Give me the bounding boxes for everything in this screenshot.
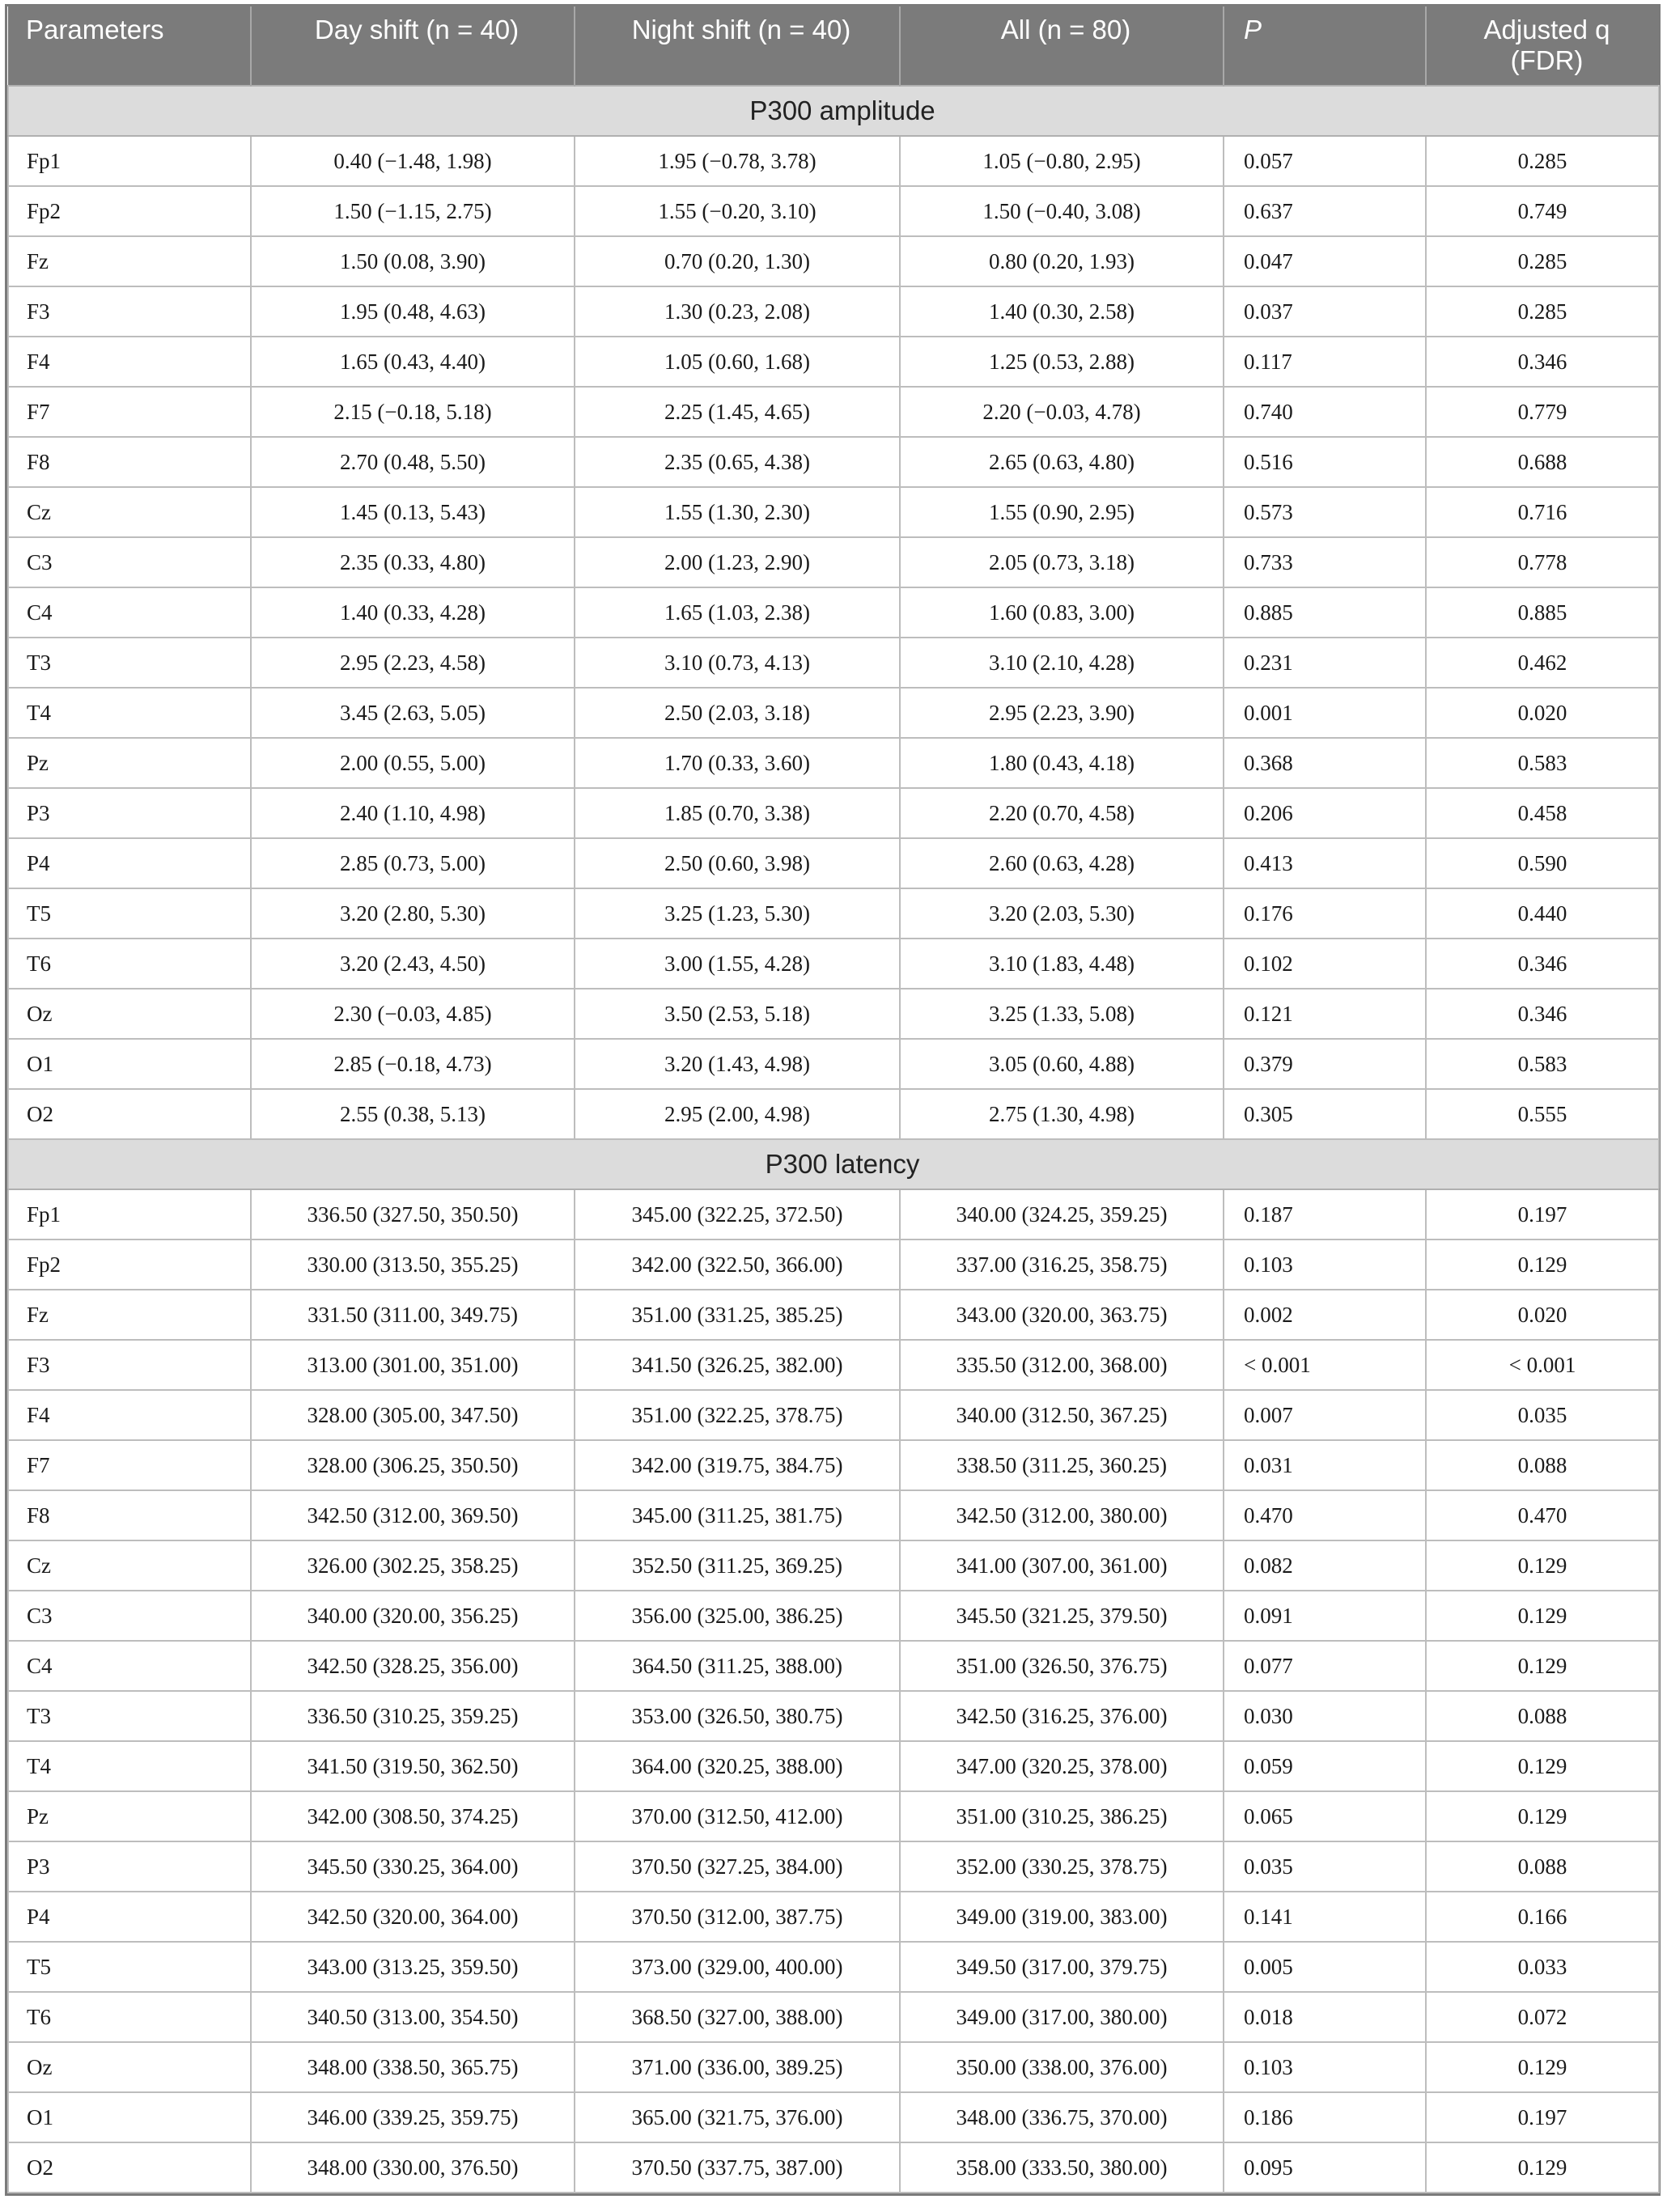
p-value-cell: < 0.001 — [1224, 1340, 1426, 1390]
param-cell: F8 — [8, 437, 251, 487]
all-cell: 3.10 (2.10, 4.28) — [900, 638, 1224, 688]
adjusted-q-cell: 0.778 — [1426, 537, 1659, 587]
day-shift-cell: 1.40 (0.33, 4.28) — [251, 587, 575, 638]
day-shift-cell: 2.85 (−0.18, 4.73) — [251, 1039, 575, 1089]
param-cell: Pz — [8, 1791, 251, 1841]
night-shift-cell: 1.95 (−0.78, 3.78) — [575, 136, 900, 186]
param-cell: Fp1 — [8, 1189, 251, 1239]
day-shift-cell: 2.30 (−0.03, 4.85) — [251, 989, 575, 1039]
table-row — [8, 136, 1659, 186]
adjusted-q-cell: 0.033 — [1426, 1942, 1659, 1992]
adjusted-q-cell: 0.088 — [1426, 1691, 1659, 1741]
day-shift-cell: 345.50 (330.25, 364.00) — [251, 1841, 575, 1892]
table-row — [8, 788, 1659, 838]
all-cell: 2.20 (0.70, 4.58) — [900, 788, 1224, 838]
header-adjusted-q-line2: (FDR) — [1510, 45, 1584, 75]
table-row — [8, 638, 1659, 688]
p-value-cell: 0.187 — [1224, 1189, 1426, 1239]
results-table-container — [5, 4, 1661, 2196]
day-shift-cell: 336.50 (327.50, 350.50) — [251, 1189, 575, 1239]
all-cell: 2.65 (0.63, 4.80) — [900, 437, 1224, 487]
night-shift-cell: 352.50 (311.25, 369.25) — [575, 1540, 900, 1591]
night-shift-cell: 0.70 (0.20, 1.30) — [575, 236, 900, 286]
p-value-cell: 0.077 — [1224, 1641, 1426, 1691]
table-row — [8, 1942, 1659, 1992]
p-value-cell: 0.573 — [1224, 487, 1426, 537]
adjusted-q-cell: 0.035 — [1426, 1390, 1659, 1440]
night-shift-cell: 1.05 (0.60, 1.68) — [575, 337, 900, 387]
all-cell: 352.00 (330.25, 378.75) — [900, 1841, 1224, 1892]
all-cell: 2.95 (2.23, 3.90) — [900, 688, 1224, 738]
table-row — [8, 1239, 1659, 1290]
table-row — [8, 1591, 1659, 1641]
table-row — [8, 2042, 1659, 2092]
p-value-cell: 0.082 — [1224, 1540, 1426, 1591]
adjusted-q-cell: 0.166 — [1426, 1892, 1659, 1942]
table-row — [8, 1641, 1659, 1691]
adjusted-q-cell: 0.346 — [1426, 337, 1659, 387]
table-row — [8, 387, 1659, 437]
table-row — [8, 2142, 1659, 2193]
table-row — [8, 1390, 1659, 1440]
day-shift-cell: 1.45 (0.13, 5.43) — [251, 487, 575, 537]
table-row — [8, 587, 1659, 638]
all-cell: 351.00 (310.25, 386.25) — [900, 1791, 1224, 1841]
all-cell: 1.55 (0.90, 2.95) — [900, 487, 1224, 537]
param-cell: T6 — [8, 939, 251, 989]
table-row — [8, 1791, 1659, 1841]
p-value-cell: 0.516 — [1224, 437, 1426, 487]
day-shift-cell: 2.70 (0.48, 5.50) — [251, 437, 575, 487]
day-shift-cell: 326.00 (302.25, 358.25) — [251, 1540, 575, 1591]
param-cell: T5 — [8, 1942, 251, 1992]
p-value-cell: 0.141 — [1224, 1892, 1426, 1942]
adjusted-q-cell: 0.470 — [1426, 1490, 1659, 1540]
all-cell: 1.50 (−0.40, 3.08) — [900, 186, 1224, 236]
night-shift-cell: 341.50 (326.25, 382.00) — [575, 1340, 900, 1390]
adjusted-q-cell: 0.088 — [1426, 1440, 1659, 1490]
adjusted-q-cell: 0.458 — [1426, 788, 1659, 838]
adjusted-q-cell: 0.088 — [1426, 1841, 1659, 1892]
all-cell: 338.50 (311.25, 360.25) — [900, 1440, 1224, 1490]
day-shift-cell: 2.55 (0.38, 5.13) — [251, 1089, 575, 1139]
table-row — [8, 1691, 1659, 1741]
all-cell: 347.00 (320.25, 378.00) — [900, 1741, 1224, 1791]
p-value-cell: 0.733 — [1224, 537, 1426, 587]
night-shift-cell: 3.00 (1.55, 4.28) — [575, 939, 900, 989]
all-cell: 1.05 (−0.80, 2.95) — [900, 136, 1224, 186]
param-cell: T6 — [8, 1992, 251, 2042]
table-row — [8, 1841, 1659, 1892]
night-shift-cell: 351.00 (331.25, 385.25) — [575, 1290, 900, 1340]
night-shift-cell: 2.25 (1.45, 4.65) — [575, 387, 900, 437]
day-shift-cell: 1.50 (−1.15, 2.75) — [251, 186, 575, 236]
table-header — [8, 6, 1659, 86]
p-value-cell: 0.368 — [1224, 738, 1426, 788]
adjusted-q-cell: 0.779 — [1426, 387, 1659, 437]
param-cell: Oz — [8, 989, 251, 1039]
param-cell: C4 — [8, 587, 251, 638]
p-value-cell: 0.002 — [1224, 1290, 1426, 1340]
table-row — [8, 2092, 1659, 2142]
day-shift-cell: 342.00 (308.50, 374.25) — [251, 1791, 575, 1841]
param-cell: F8 — [8, 1490, 251, 1540]
adjusted-q-cell: 0.129 — [1426, 1741, 1659, 1791]
night-shift-cell: 345.00 (322.25, 372.50) — [575, 1189, 900, 1239]
day-shift-cell: 1.95 (0.48, 4.63) — [251, 286, 575, 337]
param-cell: Fp2 — [8, 1239, 251, 1290]
section-title: P300 amplitude — [8, 86, 1659, 136]
day-shift-cell: 2.15 (−0.18, 5.18) — [251, 387, 575, 437]
night-shift-cell: 356.00 (325.00, 386.25) — [575, 1591, 900, 1641]
day-shift-cell: 3.20 (2.80, 5.30) — [251, 888, 575, 939]
table-row — [8, 838, 1659, 888]
all-cell: 345.50 (321.25, 379.50) — [900, 1591, 1224, 1641]
adjusted-q-cell: < 0.001 — [1426, 1340, 1659, 1390]
adjusted-q-cell: 0.688 — [1426, 437, 1659, 487]
day-shift-cell: 2.00 (0.55, 5.00) — [251, 738, 575, 788]
day-shift-cell: 313.00 (301.00, 351.00) — [251, 1340, 575, 1390]
night-shift-cell: 351.00 (322.25, 378.75) — [575, 1390, 900, 1440]
day-shift-cell: 342.50 (320.00, 364.00) — [251, 1892, 575, 1942]
header-p-value: P — [1224, 6, 1426, 86]
p-value-cell: 0.065 — [1224, 1791, 1426, 1841]
adjusted-q-cell: 0.129 — [1426, 1540, 1659, 1591]
day-shift-cell: 341.50 (319.50, 362.50) — [251, 1741, 575, 1791]
all-cell: 1.60 (0.83, 3.00) — [900, 587, 1224, 638]
all-cell: 350.00 (338.00, 376.00) — [900, 2042, 1224, 2092]
night-shift-cell: 2.35 (0.65, 4.38) — [575, 437, 900, 487]
night-shift-cell: 345.00 (311.25, 381.75) — [575, 1490, 900, 1540]
all-cell: 1.40 (0.30, 2.58) — [900, 286, 1224, 337]
adjusted-q-cell: 0.129 — [1426, 1641, 1659, 1691]
night-shift-cell: 342.00 (319.75, 384.75) — [575, 1440, 900, 1490]
all-cell: 349.00 (319.00, 383.00) — [900, 1892, 1224, 1942]
section-title: P300 latency — [8, 1139, 1659, 1189]
param-cell: Fz — [8, 236, 251, 286]
night-shift-cell: 371.00 (336.00, 389.25) — [575, 2042, 900, 2092]
table-row — [8, 688, 1659, 738]
all-cell: 3.10 (1.83, 4.48) — [900, 939, 1224, 989]
p-value-cell: 0.121 — [1224, 989, 1426, 1039]
param-cell: C3 — [8, 537, 251, 587]
p-value-cell: 0.740 — [1224, 387, 1426, 437]
all-cell: 2.75 (1.30, 4.98) — [900, 1089, 1224, 1139]
param-cell: F4 — [8, 337, 251, 387]
night-shift-cell: 2.50 (0.60, 3.98) — [575, 838, 900, 888]
param-cell: O2 — [8, 1089, 251, 1139]
adjusted-q-cell: 0.129 — [1426, 1791, 1659, 1841]
p-value-cell: 0.059 — [1224, 1741, 1426, 1791]
p-value-cell: 0.103 — [1224, 1239, 1426, 1290]
adjusted-q-cell: 0.020 — [1426, 688, 1659, 738]
table-row — [8, 286, 1659, 337]
p-value-cell: 0.413 — [1224, 838, 1426, 888]
header-night-shift: Night shift (n = 40) — [575, 6, 900, 86]
night-shift-cell: 1.30 (0.23, 2.08) — [575, 286, 900, 337]
param-cell: F3 — [8, 286, 251, 337]
p-value-cell: 0.047 — [1224, 236, 1426, 286]
adjusted-q-cell: 0.197 — [1426, 1189, 1659, 1239]
param-cell: Cz — [8, 1540, 251, 1591]
table-row — [8, 1290, 1659, 1340]
all-cell: 2.20 (−0.03, 4.78) — [900, 387, 1224, 437]
p-value-cell: 0.102 — [1224, 939, 1426, 989]
day-shift-cell: 346.00 (339.25, 359.75) — [251, 2092, 575, 2142]
table-row — [8, 487, 1659, 537]
day-shift-cell: 3.45 (2.63, 5.05) — [251, 688, 575, 738]
table-row — [8, 437, 1659, 487]
table-row — [8, 236, 1659, 286]
all-cell: 340.00 (312.50, 367.25) — [900, 1390, 1224, 1440]
all-cell: 349.50 (317.00, 379.75) — [900, 1942, 1224, 1992]
all-cell: 351.00 (326.50, 376.75) — [900, 1641, 1224, 1691]
day-shift-cell: 330.00 (313.50, 355.25) — [251, 1239, 575, 1290]
adjusted-q-cell: 0.285 — [1426, 136, 1659, 186]
header-adjusted-q — [1426, 6, 1659, 86]
night-shift-cell: 1.85 (0.70, 3.38) — [575, 788, 900, 838]
night-shift-cell: 373.00 (329.00, 400.00) — [575, 1942, 900, 1992]
table-row — [8, 738, 1659, 788]
day-shift-cell: 2.40 (1.10, 4.98) — [251, 788, 575, 838]
day-shift-cell: 348.00 (330.00, 376.50) — [251, 2142, 575, 2193]
night-shift-cell: 3.20 (1.43, 4.98) — [575, 1039, 900, 1089]
night-shift-cell: 3.25 (1.23, 5.30) — [575, 888, 900, 939]
header-adjusted-q-line1: Adjusted q — [1483, 15, 1610, 44]
param-cell: Pz — [8, 738, 251, 788]
day-shift-cell: 340.50 (313.00, 354.50) — [251, 1992, 575, 2042]
night-shift-cell: 353.00 (326.50, 380.75) — [575, 1691, 900, 1741]
p-value-cell: 0.305 — [1224, 1089, 1426, 1139]
adjusted-q-cell: 0.555 — [1426, 1089, 1659, 1139]
adjusted-q-cell: 0.072 — [1426, 1992, 1659, 2042]
table-row — [8, 1992, 1659, 2042]
param-cell: P4 — [8, 838, 251, 888]
day-shift-cell: 2.95 (2.23, 4.58) — [251, 638, 575, 688]
p-value-cell: 0.379 — [1224, 1039, 1426, 1089]
p-value-cell: 0.007 — [1224, 1390, 1426, 1440]
all-cell: 340.00 (324.25, 359.25) — [900, 1189, 1224, 1239]
night-shift-cell: 370.50 (327.25, 384.00) — [575, 1841, 900, 1892]
results-table — [7, 6, 1660, 2193]
section-header-row — [8, 86, 1659, 136]
adjusted-q-cell: 0.346 — [1426, 989, 1659, 1039]
day-shift-cell: 331.50 (311.00, 349.75) — [251, 1290, 575, 1340]
param-cell: Fz — [8, 1290, 251, 1340]
param-cell: O1 — [8, 2092, 251, 2142]
param-cell: T4 — [8, 1741, 251, 1791]
param-cell: Cz — [8, 487, 251, 537]
night-shift-cell: 364.00 (320.25, 388.00) — [575, 1741, 900, 1791]
table-row — [8, 1440, 1659, 1490]
adjusted-q-cell: 0.885 — [1426, 587, 1659, 638]
adjusted-q-cell: 0.197 — [1426, 2092, 1659, 2142]
adjusted-q-cell: 0.749 — [1426, 186, 1659, 236]
param-cell: F4 — [8, 1390, 251, 1440]
adjusted-q-cell: 0.590 — [1426, 838, 1659, 888]
p-value-cell: 0.035 — [1224, 1841, 1426, 1892]
adjusted-q-cell: 0.285 — [1426, 236, 1659, 286]
adjusted-q-cell: 0.583 — [1426, 1039, 1659, 1089]
p-value-cell: 0.037 — [1224, 286, 1426, 337]
all-cell: 0.80 (0.20, 1.93) — [900, 236, 1224, 286]
night-shift-cell: 2.95 (2.00, 4.98) — [575, 1089, 900, 1139]
p-value-cell: 0.095 — [1224, 2142, 1426, 2193]
day-shift-cell: 342.50 (312.00, 369.50) — [251, 1490, 575, 1540]
header-row — [8, 6, 1659, 86]
night-shift-cell: 2.00 (1.23, 2.90) — [575, 537, 900, 587]
table-row — [8, 1189, 1659, 1239]
table-body — [8, 86, 1659, 2193]
all-cell: 3.25 (1.33, 5.08) — [900, 989, 1224, 1039]
param-cell: F7 — [8, 1440, 251, 1490]
all-cell: 341.00 (307.00, 361.00) — [900, 1540, 1224, 1591]
night-shift-cell: 342.00 (322.50, 366.00) — [575, 1239, 900, 1290]
p-value-cell: 0.117 — [1224, 337, 1426, 387]
day-shift-cell: 1.50 (0.08, 3.90) — [251, 236, 575, 286]
day-shift-cell: 340.00 (320.00, 356.25) — [251, 1591, 575, 1641]
night-shift-cell: 3.50 (2.53, 5.18) — [575, 989, 900, 1039]
all-cell: 2.05 (0.73, 3.18) — [900, 537, 1224, 587]
p-value-cell: 0.186 — [1224, 2092, 1426, 2142]
night-shift-cell: 1.65 (1.03, 2.38) — [575, 587, 900, 638]
adjusted-q-cell: 0.285 — [1426, 286, 1659, 337]
night-shift-cell: 364.50 (311.25, 388.00) — [575, 1641, 900, 1691]
p-value-cell: 0.031 — [1224, 1440, 1426, 1490]
header-all: All (n = 80) — [900, 6, 1224, 86]
p-value-cell: 0.206 — [1224, 788, 1426, 838]
p-value-cell: 0.005 — [1224, 1942, 1426, 1992]
all-cell: 335.50 (312.00, 368.00) — [900, 1340, 1224, 1390]
all-cell: 342.50 (316.25, 376.00) — [900, 1691, 1224, 1741]
table-row — [8, 1039, 1659, 1089]
p-value-cell: 0.018 — [1224, 1992, 1426, 2042]
all-cell: 1.25 (0.53, 2.88) — [900, 337, 1224, 387]
adjusted-q-cell: 0.129 — [1426, 1591, 1659, 1641]
day-shift-cell: 336.50 (310.25, 359.25) — [251, 1691, 575, 1741]
adjusted-q-cell: 0.440 — [1426, 888, 1659, 939]
all-cell: 348.00 (336.75, 370.00) — [900, 2092, 1224, 2142]
day-shift-cell: 328.00 (305.00, 347.50) — [251, 1390, 575, 1440]
section-header-row — [8, 1139, 1659, 1189]
night-shift-cell: 1.55 (1.30, 2.30) — [575, 487, 900, 537]
all-cell: 358.00 (333.50, 380.00) — [900, 2142, 1224, 2193]
table-row — [8, 939, 1659, 989]
adjusted-q-cell: 0.129 — [1426, 1239, 1659, 1290]
table-row — [8, 1340, 1659, 1390]
table-row — [8, 1540, 1659, 1591]
table-row — [8, 186, 1659, 236]
day-shift-cell: 348.00 (338.50, 365.75) — [251, 2042, 575, 2092]
day-shift-cell: 1.65 (0.43, 4.40) — [251, 337, 575, 387]
night-shift-cell: 365.00 (321.75, 376.00) — [575, 2092, 900, 2142]
p-value-cell: 0.885 — [1224, 587, 1426, 638]
p-value-cell: 0.057 — [1224, 136, 1426, 186]
param-cell: F3 — [8, 1340, 251, 1390]
param-cell: O2 — [8, 2142, 251, 2193]
header-day-shift: Day shift (n = 40) — [251, 6, 575, 86]
param-cell: Fp2 — [8, 186, 251, 236]
table-row — [8, 537, 1659, 587]
night-shift-cell: 370.50 (312.00, 387.75) — [575, 1892, 900, 1942]
param-cell: T3 — [8, 1691, 251, 1741]
all-cell: 342.50 (312.00, 380.00) — [900, 1490, 1224, 1540]
day-shift-cell: 2.85 (0.73, 5.00) — [251, 838, 575, 888]
all-cell: 343.00 (320.00, 363.75) — [900, 1290, 1224, 1340]
adjusted-q-cell: 0.716 — [1426, 487, 1659, 537]
table-row — [8, 989, 1659, 1039]
table-row — [8, 888, 1659, 939]
p-value-cell: 0.470 — [1224, 1490, 1426, 1540]
param-cell: T5 — [8, 888, 251, 939]
param-cell: T3 — [8, 638, 251, 688]
table-row — [8, 337, 1659, 387]
all-cell: 3.05 (0.60, 4.88) — [900, 1039, 1224, 1089]
night-shift-cell: 3.10 (0.73, 4.13) — [575, 638, 900, 688]
adjusted-q-cell: 0.129 — [1426, 2142, 1659, 2193]
p-value-cell: 0.103 — [1224, 2042, 1426, 2092]
p-value-cell: 0.001 — [1224, 688, 1426, 738]
param-cell: F7 — [8, 387, 251, 437]
table-row — [8, 1741, 1659, 1791]
all-cell: 3.20 (2.03, 5.30) — [900, 888, 1224, 939]
table-row — [8, 1892, 1659, 1942]
param-cell: C4 — [8, 1641, 251, 1691]
table-row — [8, 1490, 1659, 1540]
night-shift-cell: 1.70 (0.33, 3.60) — [575, 738, 900, 788]
day-shift-cell: 343.00 (313.25, 359.50) — [251, 1942, 575, 1992]
p-value-cell: 0.231 — [1224, 638, 1426, 688]
all-cell: 337.00 (316.25, 358.75) — [900, 1239, 1224, 1290]
param-cell: C3 — [8, 1591, 251, 1641]
param-cell: T4 — [8, 688, 251, 738]
header-parameters: Parameters — [8, 6, 251, 86]
param-cell: P3 — [8, 788, 251, 838]
adjusted-q-cell: 0.346 — [1426, 939, 1659, 989]
p-value-cell: 0.637 — [1224, 186, 1426, 236]
night-shift-cell: 1.55 (−0.20, 3.10) — [575, 186, 900, 236]
all-cell: 2.60 (0.63, 4.28) — [900, 838, 1224, 888]
night-shift-cell: 370.00 (312.50, 412.00) — [575, 1791, 900, 1841]
param-cell: Oz — [8, 2042, 251, 2092]
adjusted-q-cell: 0.129 — [1426, 2042, 1659, 2092]
all-cell: 349.00 (317.00, 380.00) — [900, 1992, 1224, 2042]
adjusted-q-cell: 0.462 — [1426, 638, 1659, 688]
param-cell: P3 — [8, 1841, 251, 1892]
param-cell: Fp1 — [8, 136, 251, 186]
day-shift-cell: 3.20 (2.43, 4.50) — [251, 939, 575, 989]
night-shift-cell: 2.50 (2.03, 3.18) — [575, 688, 900, 738]
p-value-cell: 0.176 — [1224, 888, 1426, 939]
all-cell: 1.80 (0.43, 4.18) — [900, 738, 1224, 788]
p-value-cell: 0.030 — [1224, 1691, 1426, 1741]
adjusted-q-cell: 0.020 — [1426, 1290, 1659, 1340]
night-shift-cell: 370.50 (337.75, 387.00) — [575, 2142, 900, 2193]
p-value-cell: 0.091 — [1224, 1591, 1426, 1641]
day-shift-cell: 328.00 (306.25, 350.50) — [251, 1440, 575, 1490]
day-shift-cell: 0.40 (−1.48, 1.98) — [251, 136, 575, 186]
day-shift-cell: 342.50 (328.25, 356.00) — [251, 1641, 575, 1691]
adjusted-q-cell: 0.583 — [1426, 738, 1659, 788]
table-row — [8, 1089, 1659, 1139]
day-shift-cell: 2.35 (0.33, 4.80) — [251, 537, 575, 587]
night-shift-cell: 368.50 (327.00, 388.00) — [575, 1992, 900, 2042]
param-cell: P4 — [8, 1892, 251, 1942]
param-cell: O1 — [8, 1039, 251, 1089]
